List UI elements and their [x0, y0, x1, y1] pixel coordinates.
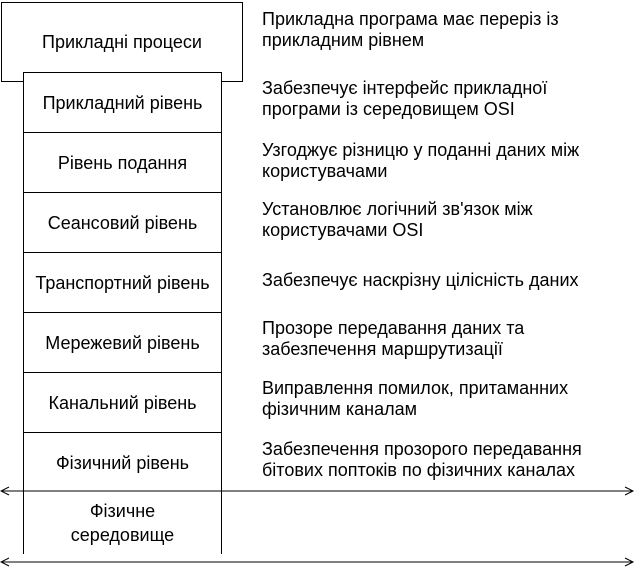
- medium-label-line: Фізичне: [89, 501, 156, 521]
- application-processes-description: [262, 9, 634, 51]
- layer-label: Канальний рівень: [48, 392, 197, 413]
- layer-description-data-link: [262, 378, 634, 420]
- layer-label: Фізичний рівень: [55, 452, 190, 473]
- lower-boundary-arrow: [0, 556, 635, 568]
- description-line: Узгоджує різницю у поданні даних між: [262, 140, 580, 160]
- application-processes-label: Прикладні процеси: [42, 32, 202, 52]
- layer-description-network: [262, 318, 634, 360]
- description-line: Забезпечує інтерфейс прикладної: [262, 78, 548, 98]
- physical-medium: [23, 492, 222, 554]
- layer-application: [23, 72, 222, 133]
- upper-boundary-arrow: [0, 485, 635, 497]
- layer-description-transport: [262, 270, 634, 291]
- layer-presentation: [23, 132, 222, 193]
- description-line: забезпечення маршрутизації: [262, 339, 503, 359]
- layer-physical: [23, 432, 222, 493]
- description-line: Прозоре передавання даних та: [262, 318, 525, 338]
- layer-session: [23, 192, 222, 253]
- description-line: Установлює логічний зв'язок між: [262, 199, 533, 219]
- layer-description-presentation: [262, 140, 634, 182]
- layer-transport: [23, 252, 222, 313]
- layer-description-physical: [262, 439, 634, 481]
- layer-label: Сеансовий рівень: [47, 212, 198, 233]
- layer-label: Транспортний рівень: [35, 272, 210, 293]
- description-line: користувачами OSI: [262, 220, 424, 240]
- description-line: Забезпечує наскрізну цілісність даних: [262, 270, 579, 290]
- description-line: користувачами: [262, 161, 388, 181]
- description-line: Виправлення помилок, притаманних: [262, 378, 569, 398]
- layer-label: Прикладний рівень: [42, 92, 203, 113]
- layer-description-session: [262, 199, 634, 241]
- description-line: Прикладна програма має переріз із: [262, 9, 559, 29]
- layer-label: Рівень подання: [57, 152, 188, 173]
- medium-label-line: середовище: [70, 525, 175, 545]
- layer-description-application: [262, 78, 634, 120]
- layer-network: [23, 312, 222, 373]
- description-line: Забезпечення прозорого передавання: [262, 439, 582, 459]
- layer-data-link: [23, 372, 222, 433]
- description-line: фізичним каналам: [262, 399, 417, 419]
- description-line: бітових поптоків по фізичних каналах: [262, 460, 575, 480]
- description-line: програми із середовищем OSI: [262, 99, 515, 119]
- description-line: прикладним рівнем: [262, 30, 425, 50]
- layer-label: Мережевий рівень: [45, 332, 200, 353]
- application-processes-box: [1, 2, 243, 82]
